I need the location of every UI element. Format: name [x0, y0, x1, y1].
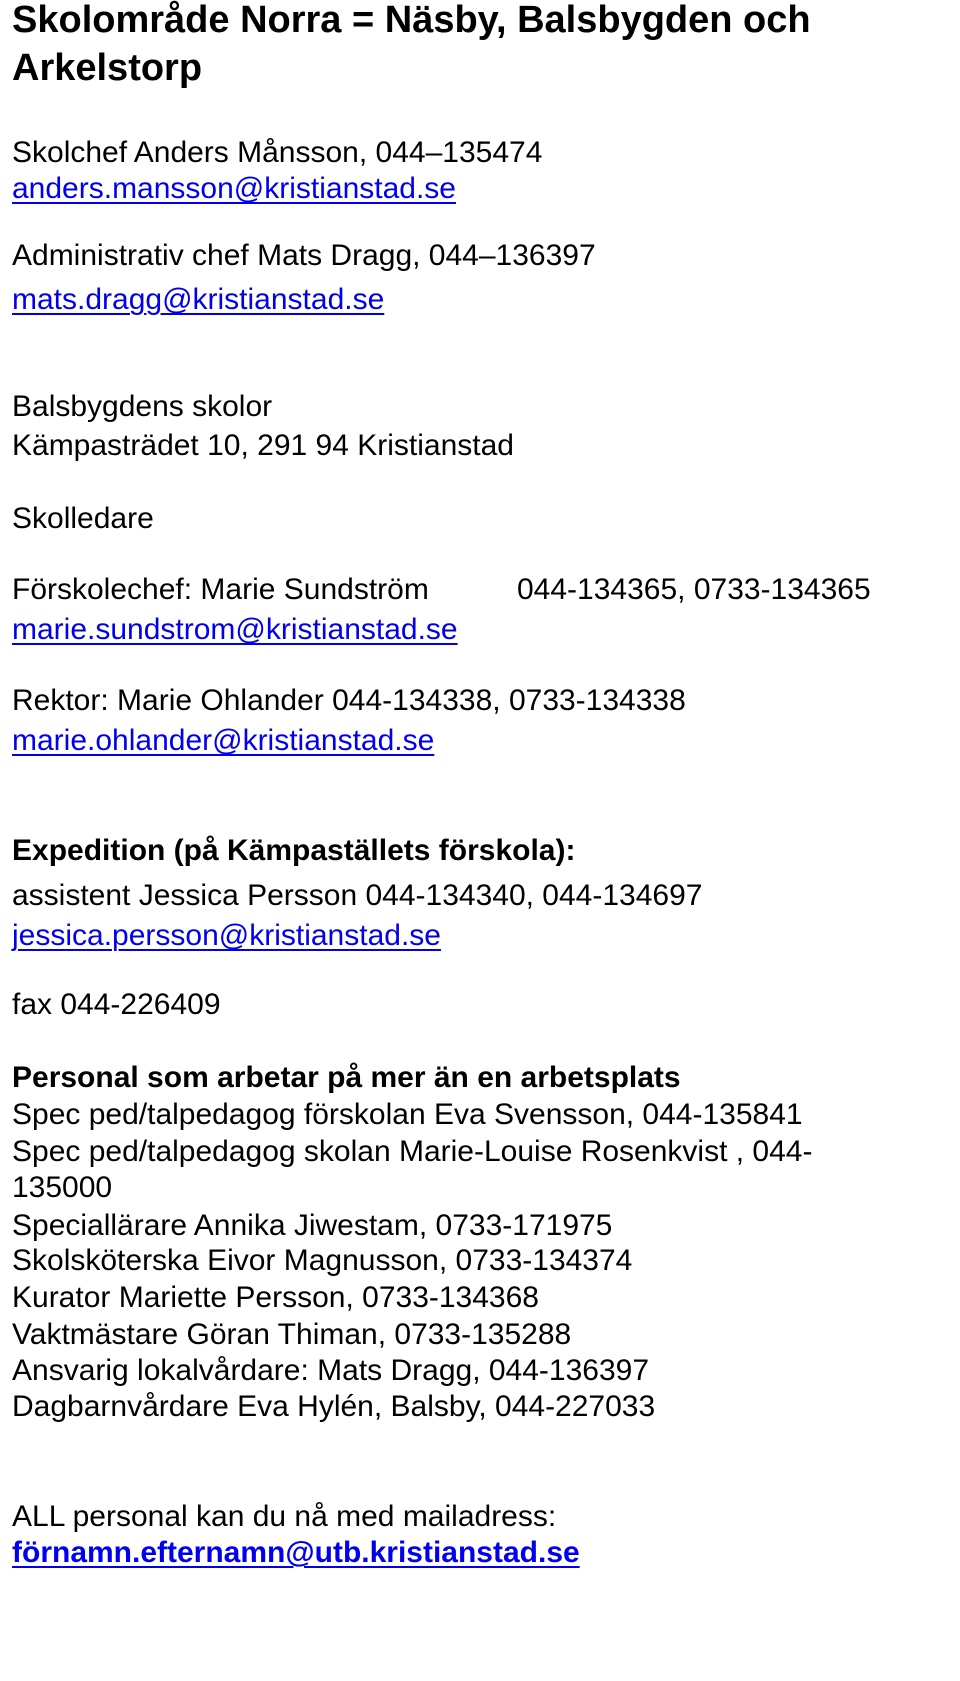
- staff-line: Speciallärare Annika Jiwestam, 0733-171975: [12, 1209, 613, 1242]
- office-assistant: assistent Jessica Persson 044-134340, 044-134697: [12, 879, 703, 912]
- preschool-chief-line: [12, 572, 912, 608]
- school-chief-email-link[interactable]: anders.mansson@kristianstad.se: [12, 172, 456, 205]
- footer-text: ALL personal kan du nå med mailadress:: [12, 1500, 557, 1533]
- staff-line: Vaktmästare Göran Thiman, 0733-135288: [12, 1318, 572, 1351]
- footer-email-link[interactable]: förnamn.efternamn@utb.kristianstad.se: [12, 1536, 580, 1569]
- principal-text: Rektor: Marie Ohlander 044-134338, 0733-134338: [12, 684, 686, 717]
- admin-chief-email-link[interactable]: mats.dragg@kristianstad.se: [12, 283, 385, 316]
- office-fax: fax 044-226409: [12, 988, 221, 1021]
- staff-line: Spec ped/talpedagog förskolan Eva Svensson, 044-135841: [12, 1098, 803, 1131]
- leaders-heading: Skolledare: [12, 502, 154, 535]
- preschool-chief-email-link[interactable]: marie.sundstrom@kristianstad.se: [12, 613, 458, 646]
- preschool-chief-phones: 044-134365, 0733-134365: [517, 573, 871, 606]
- staff-line: Dagbarnvårdare Eva Hylén, Balsby, 044-227033: [12, 1390, 656, 1423]
- school-name: Balsbygdens skolor: [12, 390, 273, 423]
- staff-heading: Personal som arbetar på mer än en arbetsplats: [12, 1061, 681, 1094]
- page-title-line-2: Arkelstorp: [12, 47, 203, 89]
- school-address: Kämpasträdet 10, 291 94 Kristianstad: [12, 429, 514, 462]
- staff-line: Skolsköterska Eivor Magnusson, 0733-134374: [12, 1244, 633, 1277]
- office-email-link[interactable]: jessica.persson@kristianstad.se: [12, 919, 441, 952]
- office-heading: Expedition (på Kämpaställets förskola):: [12, 834, 576, 867]
- school-chief-text: Skolchef Anders Månsson, 044–135474: [12, 136, 543, 169]
- staff-line: Ansvarig lokalvårdare: Mats Dragg, 044-136397: [12, 1354, 650, 1387]
- preschool-chief-label: Förskolechef: Marie Sundström: [12, 573, 429, 606]
- admin-chief-text: Administrativ chef Mats Dragg, 044–136397: [12, 239, 596, 272]
- staff-line: Spec ped/talpedagog skolan Marie-Louise Rosenkvist , 044-: [12, 1135, 813, 1168]
- page-title-line-1: Skolområde Norra = Näsby, Balsbygden och: [12, 0, 811, 41]
- staff-line: 135000: [12, 1171, 113, 1204]
- principal-email-link[interactable]: marie.ohlander@kristianstad.se: [12, 724, 435, 757]
- staff-line: Kurator Mariette Persson, 0733-134368: [12, 1281, 539, 1314]
